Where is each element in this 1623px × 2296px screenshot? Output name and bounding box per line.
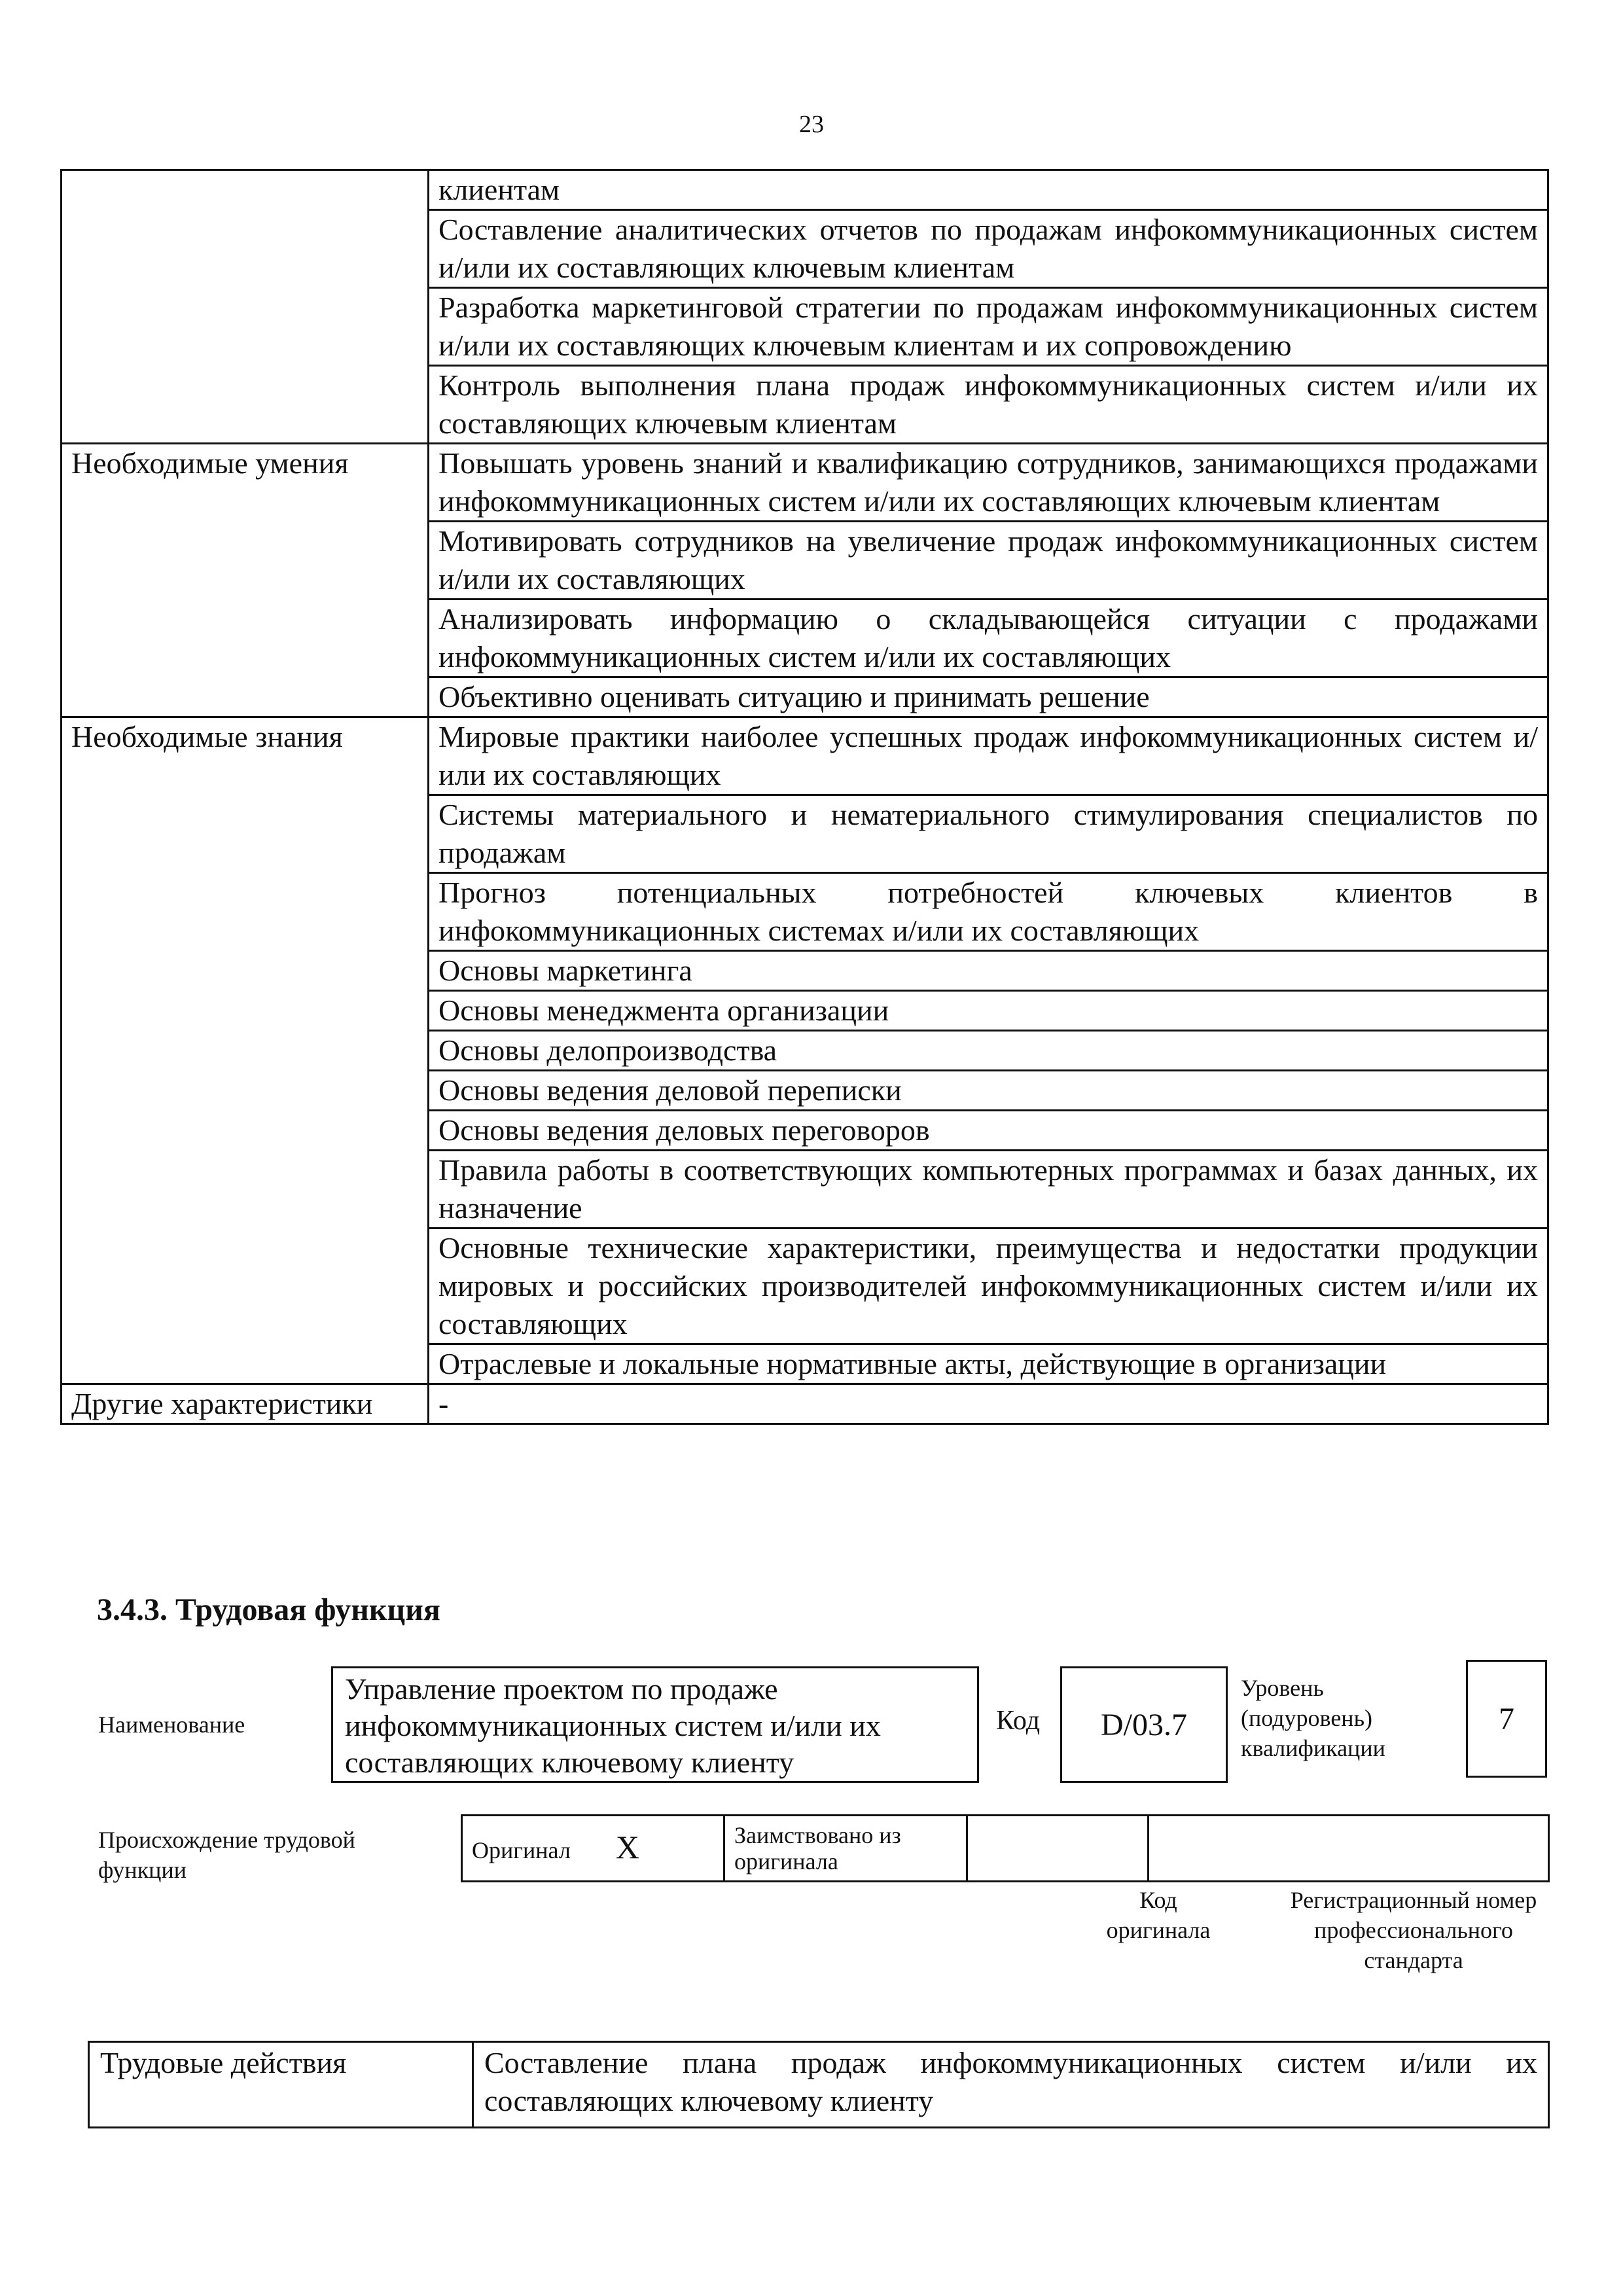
- table-cell: Мировые практики наиболее успешных продаж инфокоммуникационных систем и/или их составляющих: [429, 717, 1548, 795]
- row-label-knowledge: Необходимые знания: [62, 717, 429, 1384]
- table-cell: Анализировать информацию о складывающейся ситуации с продажами инфокоммуникационных систем и/или их составляющих: [429, 600, 1548, 677]
- table-row: [62, 444, 1548, 522]
- original-label: Оригинал: [472, 1837, 571, 1863]
- code-label: Код: [996, 1706, 1041, 1736]
- qualification-level-box: 7: [1466, 1660, 1547, 1778]
- table-cell: Мотивировать сотрудников на увеличение продаж инфокоммуникационных систем и/или их составляющих: [429, 522, 1548, 600]
- section-heading: 3.4.3. Трудовая функция: [97, 1592, 440, 1627]
- table-cell: Основы ведения деловых переговоров: [429, 1111, 1548, 1151]
- original-cell: [462, 1816, 724, 1882]
- table-cell: Основные технические характеристики, преимущества и недостатки продукции мировых и российских производителей инфокоммуникационных систем и/или их составляющих: [429, 1229, 1548, 1344]
- competency-table: [60, 169, 1549, 1425]
- table-cell: Разработка маркетинговой стратегии по продажам инфокоммуникационных систем и/или их составляющих ключевым клиентам и их сопровождению: [429, 288, 1548, 366]
- page-number: 23: [799, 111, 824, 138]
- row-label-other: Другие характеристики: [62, 1384, 429, 1424]
- table-row: [462, 1816, 1549, 1882]
- labor-actions-value: Составление плана продаж инфокоммуникационных систем и/или их составляющих ключевому клиенту: [473, 2042, 1549, 2128]
- borrowed-label: Заимствовано из оригинала: [724, 1816, 967, 1882]
- labor-actions-label: Трудовые действия: [89, 2042, 473, 2128]
- table-cell: Основы менеджмента организации: [429, 991, 1548, 1031]
- table-cell: Контроль выполнения плана продаж инфокоммуникационных систем и/или их составляющих ключевым клиентам: [429, 366, 1548, 444]
- table-cell: Основы маркетинга: [429, 951, 1548, 991]
- table-cell: Повышать уровень знаний и квалификацию сотрудников, занимающихся продажами инфокоммуникационных систем и/или их составляющих ключевым клиентам: [429, 444, 1548, 522]
- code-box: D/03.7: [1060, 1666, 1228, 1783]
- original-code-caption: Код оригинала: [1106, 1887, 1211, 1943]
- labor-actions-table: [88, 2041, 1550, 2128]
- table-cell: Прогноз потенциальных потребностей ключевых клиентов в инфокоммуникационных системах и/или их составляющих: [429, 873, 1548, 951]
- table-cell: -: [429, 1384, 1548, 1424]
- original-code-cell: [967, 1816, 1149, 1882]
- name-label: Наименование: [98, 1712, 245, 1738]
- original-mark: X: [615, 1828, 639, 1865]
- origin-table: [461, 1814, 1550, 1882]
- table-row: [62, 1384, 1548, 1424]
- table-cell: Основы делопроизводства: [429, 1031, 1548, 1071]
- row-label-skills: Необходимые умения: [62, 444, 429, 717]
- origin-label: Происхождение трудовой функции: [98, 1827, 355, 1883]
- table-cell: Объективно оценивать ситуацию и принимать решение: [429, 677, 1548, 717]
- table-row: [62, 170, 1548, 210]
- qualification-level-label: Уровень (подуровень) квалификации: [1241, 1675, 1385, 1761]
- row-label: [62, 170, 429, 444]
- table-row: [89, 2042, 1549, 2128]
- table-cell: клиентам: [429, 170, 1548, 210]
- function-name-box: Управление проектом по продаже инфокоммуникационных систем и/или их составляющих ключевому клиенту: [331, 1666, 979, 1783]
- table-cell: Системы материального и нематериального стимулирования специалистов по продажам: [429, 795, 1548, 873]
- table-cell: Отраслевые и локальные нормативные акты, действующие в организации: [429, 1344, 1548, 1384]
- table-cell: Основы ведения деловой переписки: [429, 1071, 1548, 1111]
- table-cell: Составление аналитических отчетов по продажам инфокоммуникационных систем и/или их составляющих ключевым клиентам: [429, 210, 1548, 288]
- table-row: [62, 717, 1548, 795]
- registration-number-caption: Регистрационный номер профессионального стандарта: [1290, 1887, 1537, 1973]
- registration-number-cell: [1149, 1816, 1549, 1882]
- table-cell: Правила работы в соответствующих компьютерных программах и базах данных, их назначение: [429, 1151, 1548, 1229]
